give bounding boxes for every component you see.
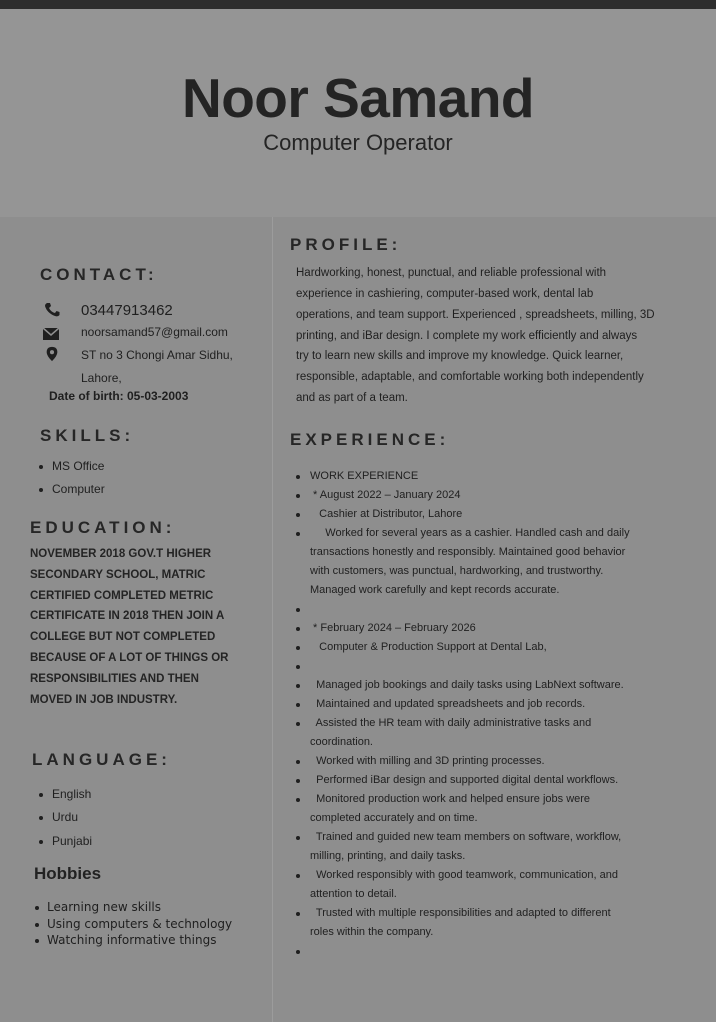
education-line: RESPONSIBILITIES AND THEN — [30, 673, 199, 685]
language-item: Punjabi — [52, 834, 93, 848]
bullet — [296, 912, 300, 916]
experience-line: completed accurately and on time. — [310, 812, 478, 824]
experience-line: Managed work carefully and kept records accurate. — [310, 584, 560, 596]
experience-line: * February 2024 – February 2026 — [310, 622, 476, 634]
profile-line: printing, and iBar design. I complete my work efficiently and always — [296, 330, 638, 342]
bullet — [39, 840, 43, 844]
bullet — [39, 816, 43, 820]
bullet — [296, 608, 300, 612]
experience-line: Assisted the HR team with daily administrative tasks and — [310, 717, 592, 729]
profile-line: Hardworking, honest, punctual, and reliable professional with — [296, 267, 607, 279]
job-title: Computer Operator — [263, 130, 453, 155]
hobbies-heading: Hobbies — [34, 864, 102, 883]
bullet — [296, 646, 300, 650]
bullet — [296, 779, 300, 783]
education-line: SECONDARY SCHOOL, MATRIC — [30, 569, 206, 581]
profile-heading: PROFILE: — [290, 235, 402, 254]
phone-number: 03447913462 — [81, 302, 173, 319]
contact-heading: CONTACT: — [40, 265, 158, 284]
experience-line: Computer & Production Support at Dental Lab, — [310, 641, 547, 653]
email-icon — [42, 326, 60, 342]
experience-line: with customers, was punctual, hardworking, and trustworthy. — [310, 565, 604, 577]
bullet — [296, 798, 300, 802]
hobby-item: Watching informative things — [47, 933, 217, 947]
education-line: NOVEMBER 2018 GOV.T HIGHER — [30, 548, 212, 560]
profile-line: responsible, adaptable, and comfortable working both independently — [296, 371, 644, 383]
bullet — [296, 532, 300, 536]
bullet — [296, 950, 300, 954]
bullet — [296, 494, 300, 498]
skills-heading: SKILLS: — [40, 426, 135, 445]
bullet — [296, 836, 300, 840]
experience-line: Trained and guided new team members on software, workflow, — [310, 831, 622, 843]
hobby-item: Using computers & technology — [47, 917, 233, 931]
experience-line: Worked with milling and 3D printing processes. — [310, 755, 545, 767]
experience-line: Monitored production work and helped ensure jobs were — [310, 793, 591, 805]
bullet — [296, 722, 300, 726]
experience-line: Trusted with multiple responsibilities and adapted to different — [310, 907, 611, 919]
education-heading: EDUCATION: — [30, 518, 176, 537]
bullet — [35, 939, 39, 943]
experience-line: roles within the company. — [310, 926, 434, 938]
address-line-2: Lahore, — [81, 371, 122, 385]
language-item: Urdu — [52, 810, 79, 824]
profile-line: try to learn new skills and improve my knowledge. Quick learner, — [296, 350, 624, 362]
experience-line: Performed iBar design and supported digital dental workflows. — [310, 774, 619, 786]
language-item: English — [52, 787, 92, 801]
bullet — [296, 874, 300, 878]
phone-icon — [43, 302, 61, 318]
experience-heading: EXPERIENCE: — [290, 430, 450, 449]
experience-line: coordination. — [310, 736, 373, 748]
email-address: noorsamand57@gmail.com — [81, 325, 228, 339]
bullet — [35, 923, 39, 927]
bullet — [39, 465, 43, 469]
bullet — [296, 513, 300, 517]
skill-item: Computer — [52, 482, 105, 496]
bullet — [296, 627, 300, 631]
person-name: Noor Samand — [181, 67, 535, 129]
bullet — [35, 906, 39, 910]
experience-line: Cashier at Distributor, Lahore — [310, 508, 463, 520]
location-pin-icon — [43, 346, 61, 362]
bullet — [296, 665, 300, 669]
address-line-1: ST no 3 Chongi Amar Sidhu, — [81, 348, 233, 362]
experience-line: * August 2022 – January 2024 — [310, 489, 461, 501]
education-line: BECAUSE OF A LOT OF THINGS OR — [30, 652, 229, 664]
profile-line: and as part of a team. — [296, 392, 408, 404]
profile-line: operations, and team support. Experienced , spreadsheets, milling, 3D — [296, 309, 655, 321]
language-heading: LANGUAGE: — [32, 750, 171, 769]
profile-line: experience in cashiering, computer-based work, dental lab — [296, 288, 594, 300]
experience-line: Worked responsibly with good teamwork, communication, and — [310, 869, 618, 881]
bullet — [296, 475, 300, 479]
bullet — [296, 760, 300, 764]
experience-line: WORK EXPERIENCE — [310, 470, 419, 482]
bullet — [296, 684, 300, 688]
experience-line: Worked for several years as a cashier. Handled cash and daily — [310, 527, 630, 539]
column-divider — [272, 217, 273, 1022]
education-line: CERTIFICATE IN 2018 THEN JOIN A — [30, 610, 225, 622]
education-line: COLLEGE BUT NOT COMPLETED — [30, 631, 216, 643]
bullet — [39, 488, 43, 492]
experience-line: milling, printing, and daily tasks. — [310, 850, 466, 862]
bullet — [296, 703, 300, 707]
education-line: MOVED IN JOB INDUSTRY. — [30, 694, 178, 706]
experience-line: transactions honestly and responsibly. Maintained good behavior — [310, 546, 626, 558]
education-line: CERTIFIED COMPLETED METRIC — [30, 590, 214, 602]
experience-line: attention to detail. — [310, 888, 397, 900]
bullet — [39, 793, 43, 797]
top-bar — [0, 0, 716, 9]
skill-item: MS Office — [52, 459, 105, 473]
hobby-item: Learning new skills — [47, 900, 161, 914]
date-of-birth: Date of birth: 05-03-2003 — [49, 389, 189, 403]
experience-line: Maintained and updated spreadsheets and job records. — [310, 698, 586, 710]
experience-line: Managed job bookings and daily tasks using LabNext software. — [310, 679, 624, 691]
